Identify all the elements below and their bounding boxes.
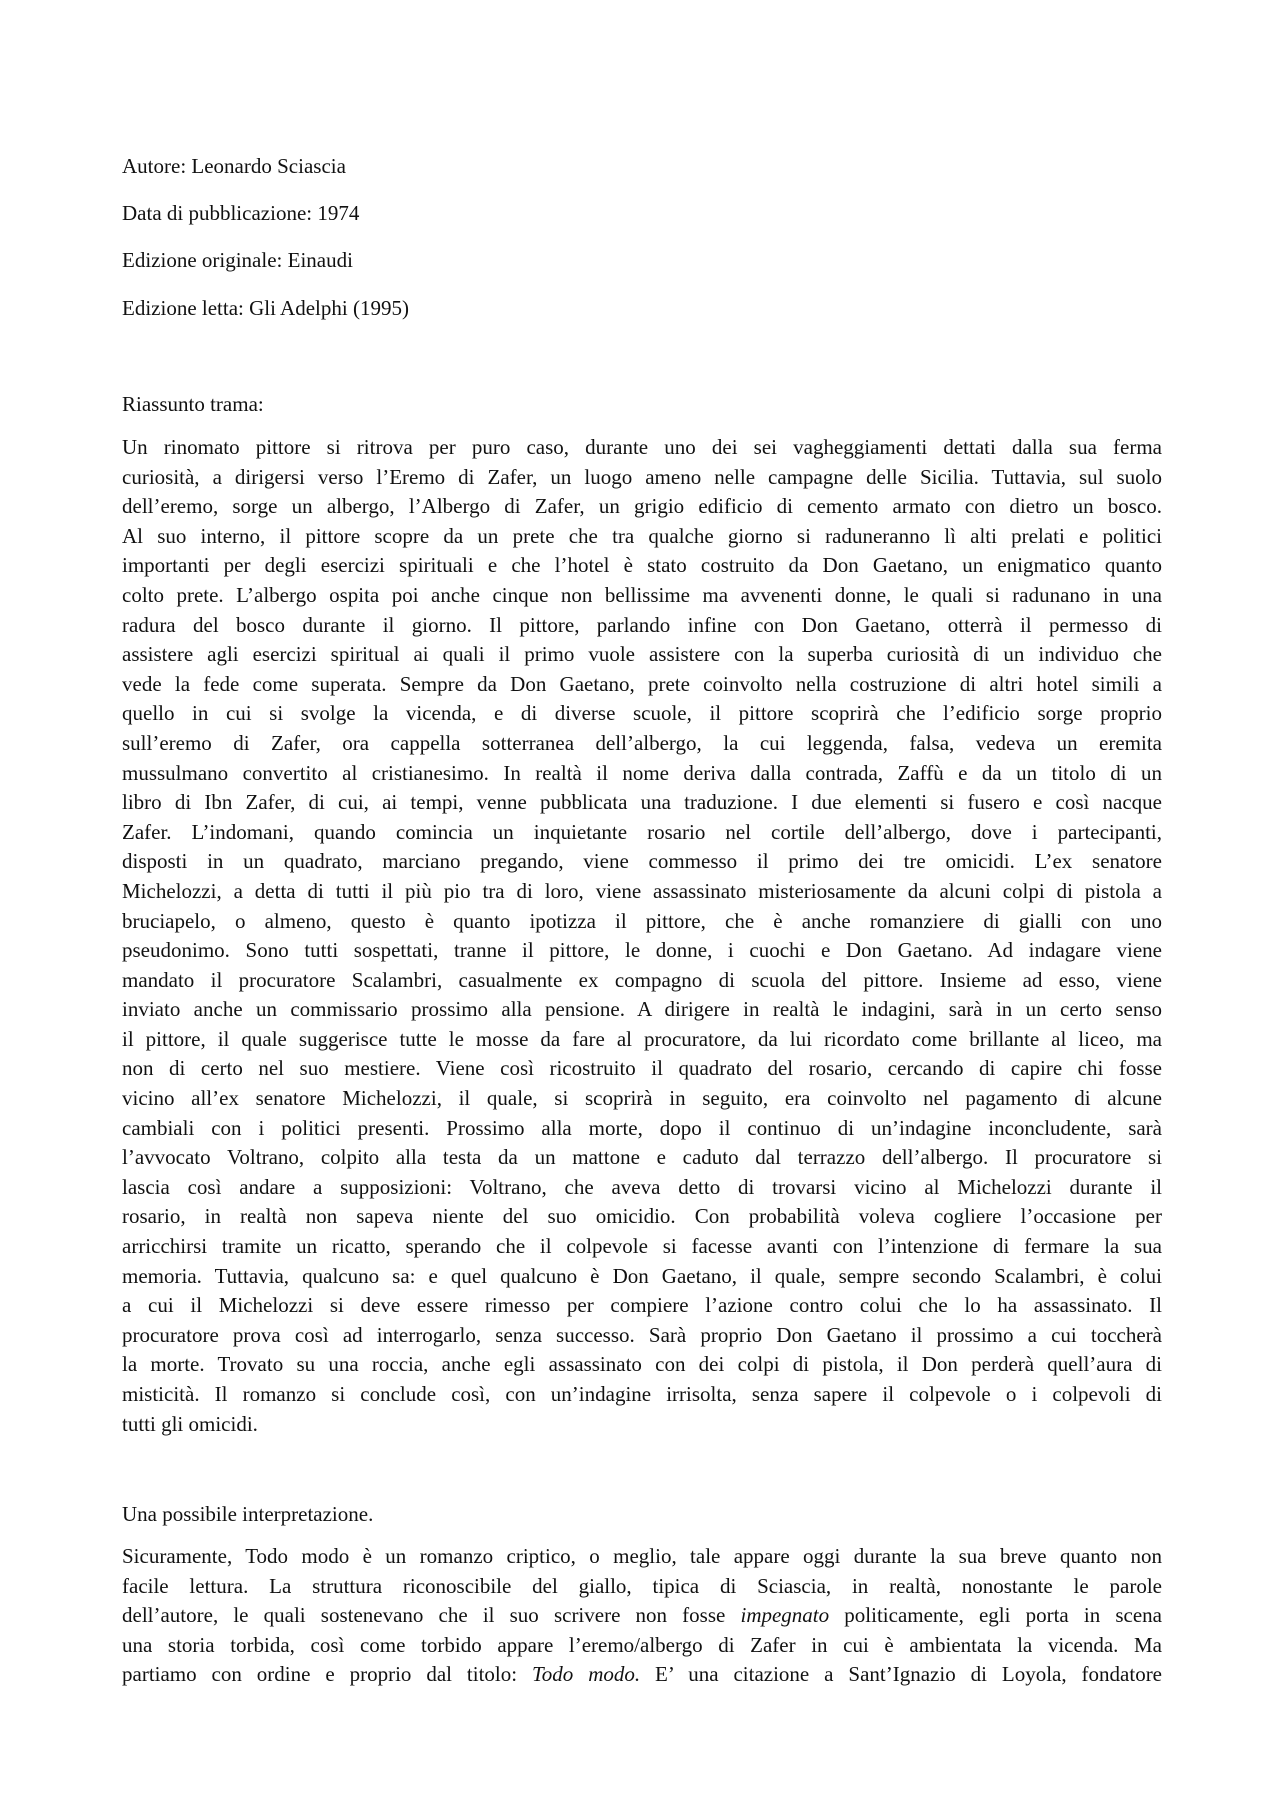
publication-date-line: Data di pubblicazione: 1974 — [122, 201, 360, 226]
book-metadata — [122, 152, 1162, 341]
italic-title: Todo modo. — [532, 1662, 641, 1687]
summary-line: vicino all’ex senatore Michelozzi, il quale, si scoprirà in seguito, era coinvolto nel pagamento di alcune — [122, 1086, 1162, 1111]
summary-line: non di certo nel suo mestiere. Viene così ricostruito il quadrato del rosario, cercando di capire chi fosse — [122, 1056, 1162, 1081]
interpretation-line — [122, 1660, 1162, 1690]
summary-line: vede la fede come superata. Sempre da Don Gaetano, prete coinvolto nella costruzione di altri hotel simili a — [122, 671, 1162, 696]
summary-line: assistere agli esercizi spiritual ai quali il primo vuole assistere con la superba curiosità di un individuo che — [122, 642, 1162, 667]
summary-line: mussulmano convertito al cristianesimo. In realtà il nome deriva dalla contrada, Zaffù e da un titolo di un — [122, 760, 1162, 785]
summary-line: l’avvocato Voltrano, colpito alla testa da un mattone e caduto dal terrazzo dell’albergo. Il procuratore si — [122, 1145, 1162, 1170]
interpretation-text: politicamente, egli porta in scena — [844, 1603, 1162, 1628]
italic-term: impegnato — [740, 1603, 830, 1628]
summary-heading: Riassunto trama: — [122, 392, 264, 416]
summary-line: procuratore prova così ad interrogarlo, senza successo. Sarà proprio Don Gaetano il prossimo a cui toccherà — [122, 1322, 1162, 1347]
summary-line: pseudonimo. Sono tutti sospettati, tranne il pittore, le donne, i cuochi e Don Gaetano. Ad indagare viene — [122, 938, 1162, 963]
summary-line: quello in cui si svolge la vicenda, e di diverse scuole, il pittore scoprirà che l’edificio sorge proprio — [122, 701, 1162, 726]
summary-line: bruciapelo, o almeno, questo è quanto ipotizza il pittore, che è anche romanziere di gialli con uno — [122, 908, 1162, 933]
interpretation-line — [122, 1601, 1162, 1631]
read-edition-line: Edizione letta: Gli Adelphi (1995) — [122, 295, 409, 320]
summary-line: importanti per degli esercizi spirituali e che l’hotel è stato costruito da Don Gaetano, un enigmatico quanto — [122, 553, 1162, 578]
original-edition-line: Edizione originale: Einaudi — [122, 248, 353, 273]
summary-line: misticità. Il romanzo si conclude così, con un’indagine irrisolta, senza sapere il colpevole o i colpevoli di — [122, 1382, 1162, 1406]
summary-paragraph — [122, 433, 1162, 1439]
summary-line: dell’eremo, sorge un albergo, l’Albergo di Zafer, un grigio edificio di cemento armato con dietro un bosco. — [122, 494, 1162, 519]
interpretation-line: Sicuramente, Todo modo è un romanzo criptico, o meglio, tale appare oggi durante la sua breve quanto non — [122, 1544, 1162, 1568]
interpretation-line: facile lettura. La struttura riconoscibile del giallo, tipica di Sciascia, in realtà, nonostante le parole — [122, 1573, 1162, 1598]
summary-line: a cui il Michelozzi si deve essere rimesso per compiere l’azione contro colui che lo ha assassinato. Il — [122, 1293, 1162, 1318]
interpretation-heading: Una possibile interpretazione. — [122, 1502, 374, 1526]
summary-line: memoria. Tuttavia, qualcuno sa: e quel qualcuno è Don Gaetano, il quale, sempre secondo Scalambri, è colui — [122, 1263, 1162, 1288]
summary-line: radura del bosco durante il giorno. Il pittore, parlando infine con Don Gaetano, otterrà il permesso di — [122, 612, 1162, 637]
summary-line: colto prete. L’albergo ospita poi anche cinque non bellissime ma avvenenti donne, le quali si radunano in una — [122, 582, 1162, 607]
summary-line: Zafer. L’indomani, quando comincia un inquietante rosario nel cortile dell’albergo, dove i partecipanti, — [122, 819, 1162, 844]
summary-line: sull’eremo di Zafer, ora cappella sotterranea dell’albergo, la cui leggenda, falsa, vedeva un eremita — [122, 730, 1162, 755]
interpretation-text: dell’autore, le quali sostenevano che il suo scrivere non fosse — [122, 1603, 726, 1628]
author-line: Autore: Leonardo Sciascia — [122, 154, 346, 178]
interpretation-paragraph — [122, 1542, 1162, 1690]
summary-line: tutti gli omicidi. — [122, 1411, 258, 1436]
summary-line: la morte. Trovato su una roccia, anche egli assassinato con dei colpi di pistola, il Don perderà quell’aura di — [122, 1352, 1162, 1377]
summary-line: mandato il procuratore Scalambri, casualmente ex compagno di scuola del pittore. Insieme ad esso, viene — [122, 967, 1162, 992]
summary-line: rosario, in realtà non sapeva niente del suo omicidio. Con probabilità voleva cogliere l’occasione per — [122, 1204, 1162, 1229]
summary-line: libro di Ibn Zafer, di cui, ai tempi, venne pubblicata una traduzione. I due elementi si fusero e così nacque — [122, 790, 1162, 815]
interpretation-text: E’ una citazione a Sant’Ignazio di Loyola, fondatore — [655, 1662, 1163, 1687]
summary-line: inviato anche un commissario prossimo alla pensione. A dirigere in realtà le indagini, sarà in un certo senso — [122, 997, 1162, 1022]
summary-line: Un rinomato pittore si ritrova per puro caso, durante uno dei sei vagheggiamenti dettati dalla sua ferma — [122, 435, 1162, 459]
interpretation-text: partiamo con ordine e proprio dal titolo: — [122, 1662, 518, 1687]
interpretation-line: una storia torbida, così come torbido appare l’eremo/albergo di Zafer in cui è ambientata la vicenda. Ma — [122, 1632, 1162, 1657]
summary-line: lascia così andare a supposizioni: Voltrano, che aveva detto di trovarsi vicino al Michelozzi durante il — [122, 1174, 1162, 1199]
summary-line: Michelozzi, a detta di tutti il più pio tra di loro, viene assassinato misteriosamente da alcuni colpi di pistola a — [122, 878, 1162, 903]
summary-line: Al suo interno, il pittore scopre da un prete che tra qualche giorno si raduneranno lì alti prelati e politici — [122, 523, 1162, 548]
summary-line: cambiali con i politici presenti. Prossimo alla morte, dopo il continuo di un’indagine inconcludente, sarà — [122, 1115, 1162, 1140]
summary-line: il pittore, il quale suggerisce tutte le mosse da fare al procuratore, da lui ricordato come brillante al liceo, ma — [122, 1026, 1162, 1051]
summary-line: arricchirsi tramite un ricatto, sperando che il colpevole si facesse avanti con l’intenzione di fermare la sua — [122, 1234, 1162, 1259]
summary-line: curiosità, a dirigersi verso l’Eremo di Zafer, un luogo ameno nelle campagne delle Sicilia. Tuttavia, sul suolo — [122, 464, 1162, 489]
summary-line: disposti in un quadrato, marciano pregando, viene commesso il primo dei tre omicidi. L’ex senatore — [122, 849, 1162, 874]
